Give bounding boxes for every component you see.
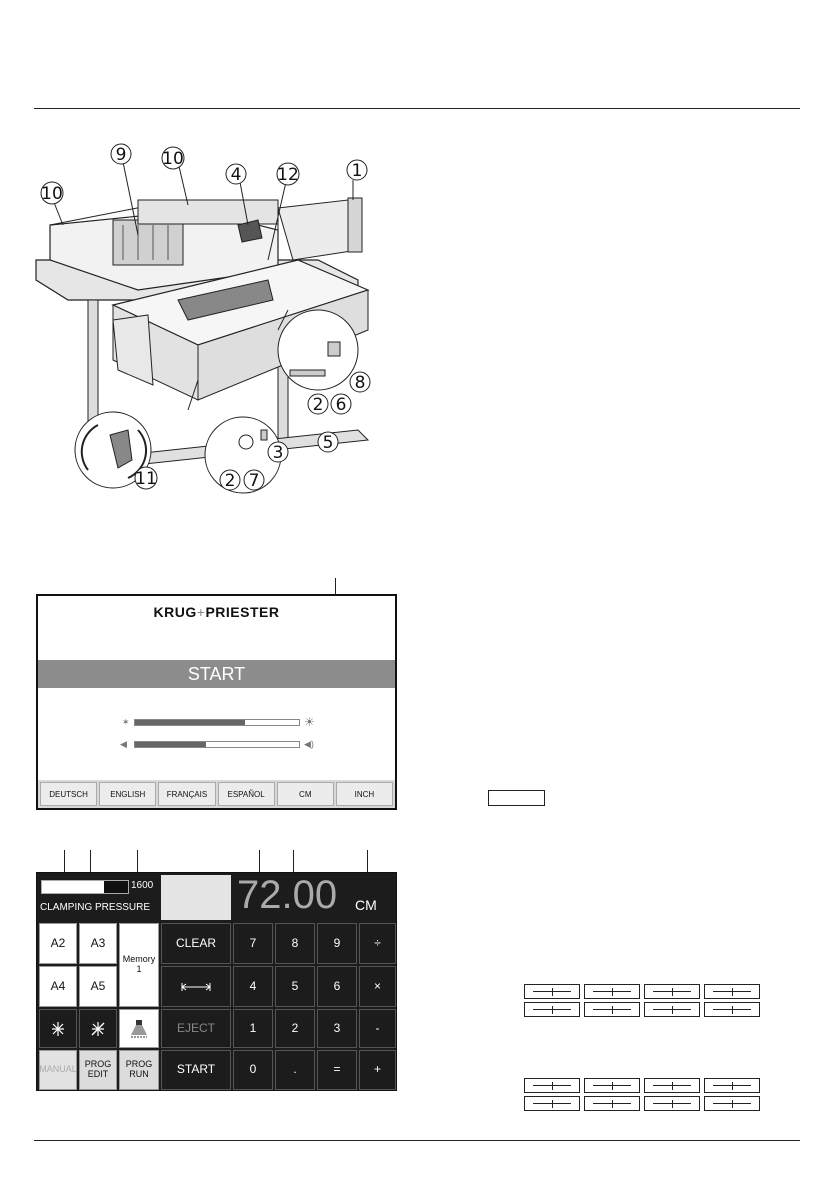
volume-low-icon: ◀ — [120, 739, 127, 749]
key-divide[interactable]: ÷ — [359, 923, 396, 964]
pressure-label: CLAMPING PRESSURE — [40, 902, 151, 913]
position-display-unit: CM — [355, 897, 377, 913]
key-symbol — [644, 1002, 700, 1017]
format-a4-button[interactable]: A4 — [39, 966, 77, 1007]
key-minus[interactable]: - — [359, 1009, 396, 1048]
callout-11 — [135, 467, 157, 489]
svg-text:1: 1 — [351, 161, 363, 181]
callout-8 — [350, 372, 370, 393]
memory-button[interactable] — [119, 923, 159, 1007]
keypad-screen — [36, 872, 397, 1091]
clear-button[interactable]: CLEAR — [161, 923, 231, 964]
key-symbol — [524, 1002, 580, 1017]
key-4[interactable]: 4 — [233, 966, 273, 1007]
brightness-slider[interactable] — [134, 719, 300, 726]
footer-rule — [34, 1140, 800, 1141]
small-outline-box — [488, 790, 545, 806]
memory-number: 1 — [136, 964, 142, 974]
key-1[interactable]: 1 — [233, 1009, 273, 1048]
pressure-value: 1600 — [131, 880, 154, 891]
eject-button[interactable]: EJECT — [161, 1009, 231, 1048]
key-7[interactable]: 7 — [233, 923, 273, 964]
volume-slider[interactable] — [134, 741, 300, 748]
prog-edit-line1: PROG — [84, 1059, 112, 1070]
key-symbol-grid-2 — [524, 1078, 760, 1111]
air-table-on-icon[interactable] — [39, 1009, 77, 1048]
brand-logo: KRUG+PRIESTER — [153, 604, 280, 620]
pressure-bar-fill — [42, 881, 104, 893]
svg-text:6: 6 — [335, 395, 347, 415]
blank-panel — [161, 875, 231, 920]
cutting-line-light-icon[interactable] — [119, 1009, 159, 1048]
key-symbol — [644, 984, 700, 999]
header-rule — [34, 108, 800, 109]
language-espanol-button[interactable]: ESPAÑOL — [218, 782, 275, 806]
prog-edit-line2: EDIT — [87, 1069, 109, 1079]
prog-run-line1: PROG — [125, 1059, 153, 1070]
key-5[interactable]: 5 — [275, 966, 315, 1007]
svg-text:11: 11 — [135, 469, 157, 489]
key-equals[interactable]: = — [317, 1050, 357, 1090]
prog-run-line2: RUN — [129, 1069, 149, 1079]
volume-slider-fill — [135, 742, 206, 747]
start-button[interactable]: START — [161, 1050, 231, 1090]
language-deutsch-button[interactable]: DEUTSCH — [40, 782, 97, 806]
svg-text:8: 8 — [354, 373, 366, 393]
key-symbol — [524, 984, 580, 999]
key-symbol — [584, 1002, 640, 1017]
position-display-value: 72.00 — [237, 873, 338, 917]
format-a5-button[interactable]: A5 — [79, 966, 117, 1007]
key-symbol — [644, 1078, 700, 1093]
callout-12 — [277, 163, 299, 185]
key-3[interactable]: 3 — [317, 1009, 357, 1048]
key-8[interactable]: 8 — [275, 923, 315, 964]
machine-illustration — [28, 130, 388, 510]
key-plus[interactable]: + — [359, 1050, 396, 1090]
key-symbol — [704, 1002, 760, 1017]
key-2[interactable]: 2 — [275, 1009, 315, 1048]
start-screen — [36, 594, 397, 810]
language-english-button[interactable]: ENGLISH — [99, 782, 156, 806]
format-a2-button[interactable]: A2 — [39, 923, 77, 964]
key-9[interactable]: 9 — [317, 923, 357, 964]
svg-text:9: 9 — [115, 145, 127, 165]
unit-inch-button[interactable]: INCH — [336, 782, 393, 806]
key-symbol — [704, 984, 760, 999]
pressure-bar — [41, 880, 129, 894]
svg-text:2: 2 — [224, 471, 236, 491]
key-decimal[interactable]: . — [275, 1050, 315, 1090]
prog-run-button[interactable] — [119, 1050, 159, 1090]
language-bar — [38, 780, 395, 808]
clamping-pressure-panel[interactable] — [37, 873, 159, 920]
volume-high-icon: ◀) — [304, 739, 314, 749]
air-table-off-icon[interactable] — [79, 1009, 117, 1048]
key-0[interactable]: 0 — [233, 1050, 273, 1090]
svg-text:4: 4 — [230, 165, 242, 185]
manual-button[interactable]: MANUAL — [39, 1050, 77, 1090]
callout-6 — [331, 394, 351, 415]
key-symbol — [644, 1096, 700, 1111]
key-multiply[interactable]: × — [359, 966, 396, 1007]
start-title-bar[interactable]: START — [38, 660, 395, 688]
key-symbol — [524, 1078, 580, 1093]
key-6[interactable]: 6 — [317, 966, 357, 1007]
brightness-low-icon: ✶ — [122, 717, 130, 727]
backgauge-move-icon[interactable] — [161, 966, 231, 1007]
unit-cm-button[interactable]: CM — [277, 782, 334, 806]
svg-text:10: 10 — [41, 184, 63, 204]
format-a3-button[interactable]: A3 — [79, 923, 117, 964]
memory-label: Memory — [122, 954, 156, 965]
key-symbol — [704, 1078, 760, 1093]
callout-2-right — [308, 394, 328, 415]
svg-text:2: 2 — [312, 395, 324, 415]
key-symbol — [584, 984, 640, 999]
brightness-high-icon: ☀ — [304, 715, 315, 729]
key-symbol — [524, 1096, 580, 1111]
callout-1 — [347, 160, 367, 181]
brightness-slider-fill — [135, 720, 245, 725]
key-symbol — [584, 1078, 640, 1093]
prog-edit-button[interactable] — [79, 1050, 117, 1090]
key-symbol — [704, 1096, 760, 1111]
key-symbol-grid-1 — [524, 984, 760, 1017]
language-francais-button[interactable]: FRANÇAIS — [158, 782, 215, 806]
callout-10-left — [41, 182, 63, 204]
svg-text:5: 5 — [322, 433, 334, 453]
callout-5 — [318, 432, 338, 453]
svg-text:7: 7 — [248, 471, 260, 491]
callout-10-top — [162, 147, 184, 169]
svg-text:10: 10 — [162, 149, 184, 169]
callout-4 — [226, 164, 246, 185]
key-symbol — [584, 1096, 640, 1111]
svg-text:3: 3 — [272, 443, 284, 463]
callout-9 — [111, 144, 131, 165]
svg-text:12: 12 — [277, 165, 299, 185]
